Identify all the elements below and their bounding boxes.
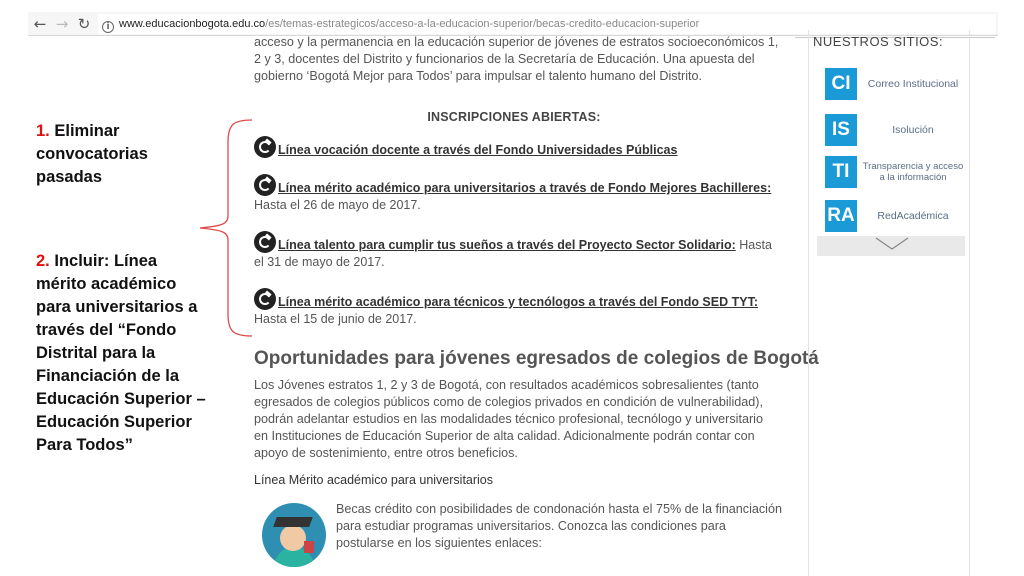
sidebar-more-button[interactable] bbox=[817, 236, 965, 256]
list-item bbox=[254, 231, 784, 271]
list-item bbox=[254, 288, 784, 328]
becas-paragraph: Becas crédito con posibilidades de condonación hasta el 75% de la financiación para estudiar programas universitarios. Conozca las condiciones para postularse en los siguientes enlaces: bbox=[336, 502, 782, 550]
annotation-text: Eliminar convocatorias pasadas bbox=[36, 122, 148, 186]
subsection-title: Línea Mérito académico para universitarios bbox=[254, 473, 494, 487]
site-badge: TI bbox=[825, 156, 857, 188]
info-icon[interactable]: i bbox=[102, 21, 114, 33]
arrow-left-icon[interactable]: ← bbox=[33, 15, 47, 33]
site-label: RedAcadémica bbox=[877, 210, 949, 222]
intro-paragraph: acceso y la permanencia en la educación superior de jóvenes de estratos socioeconómicos 1, 2 y 3, docentes del Distrito y funcionarios de la Secretaría de Educación. Una apuesta del gobierno ‘Bogotá Mejor para Todos’ para impulsar el talento humano del Distrito. bbox=[254, 35, 779, 83]
site-link-redacademica[interactable] bbox=[825, 200, 965, 236]
site-badge: RA bbox=[825, 200, 857, 232]
line-link[interactable]: Línea mérito académico para técnicos y tecnólogos a través del Fondo SED TYT: bbox=[278, 295, 758, 309]
site-link-correo[interactable] bbox=[825, 68, 965, 104]
line-bullet-icon bbox=[254, 288, 276, 310]
sidebar bbox=[808, 30, 970, 576]
brace-icon bbox=[196, 118, 256, 338]
line-link[interactable]: Línea talento para cumplir tus sueños a través del Proyecto Sector Solidario: bbox=[278, 238, 736, 252]
graduate-icon bbox=[262, 503, 326, 567]
annotation-number: 2. bbox=[36, 252, 50, 270]
annotation-note-1 bbox=[36, 120, 211, 189]
arrow-right-icon[interactable]: → bbox=[55, 15, 69, 33]
section-paragraph: Los Jóvenes estratos 1, 2 y 3 de Bogotá, con resultados académicos sobresalientes (tanto egresados de colegios públicos como de colegios privados en condición de vulnerabilidad), podrán adelantar estudios en las modalidades técnico profesional, tecnólogo y universitario en Instituciones de Educación Superior de alta calidad. Adicionalmente podrán contar con apoyo de sostenimiento, entre otros beneficios. bbox=[254, 378, 763, 460]
line-bullet-icon bbox=[254, 174, 276, 196]
annotation-note-2 bbox=[36, 250, 211, 457]
line-bullet-icon bbox=[254, 231, 276, 253]
sidebar-title: NUESTROS SITIOS: bbox=[813, 34, 944, 49]
list-item bbox=[254, 136, 784, 159]
site-link-isolucion[interactable] bbox=[825, 114, 965, 150]
annotation-text: Incluir: Línea mérito académico para universitarios a través del “Fondo Distrital para la Financiación de la Educación Superior – Educación Superior Para Todos” bbox=[36, 252, 206, 454]
site-link-transparencia[interactable] bbox=[825, 156, 965, 192]
line-deadline: Hasta el 15 de junio de 2017. bbox=[254, 312, 417, 326]
site-badge: IS bbox=[825, 114, 857, 146]
line-bullet-icon bbox=[254, 136, 276, 158]
line-deadline: Hasta el 31 de mayo de 2017. bbox=[254, 238, 772, 269]
site-label: Transparencia y acceso a la información bbox=[862, 161, 964, 183]
section-title: Oportunidades para jóvenes egresados de colegios de Bogotá bbox=[254, 348, 819, 369]
line-deadline: Hasta el 26 de mayo de 2017. bbox=[254, 198, 421, 212]
url-host: www.educacionbogota.edu.co bbox=[119, 18, 266, 30]
chevron-down-icon bbox=[875, 236, 909, 252]
inscriptions-heading: INSCRIPCIONES ABIERTAS: bbox=[427, 110, 601, 124]
reload-icon[interactable]: ↻ bbox=[77, 15, 91, 33]
url-path: /es/temas-estrategicos/acceso-a-la-educacion-superior/becas-credito-educacion-superior bbox=[265, 18, 700, 30]
site-label: Correo Institucional bbox=[867, 78, 959, 90]
site-label: Isolución bbox=[892, 124, 934, 136]
list-item bbox=[254, 174, 784, 214]
site-badge: CI bbox=[825, 68, 857, 100]
line-link[interactable]: Línea vocación docente a través del Fondo Universidades Públicas bbox=[278, 143, 678, 157]
line-link[interactable]: Línea mérito académico para universitarios a través de Fondo Mejores Bachilleres: bbox=[278, 181, 772, 195]
annotation-number: 1. bbox=[36, 122, 50, 140]
